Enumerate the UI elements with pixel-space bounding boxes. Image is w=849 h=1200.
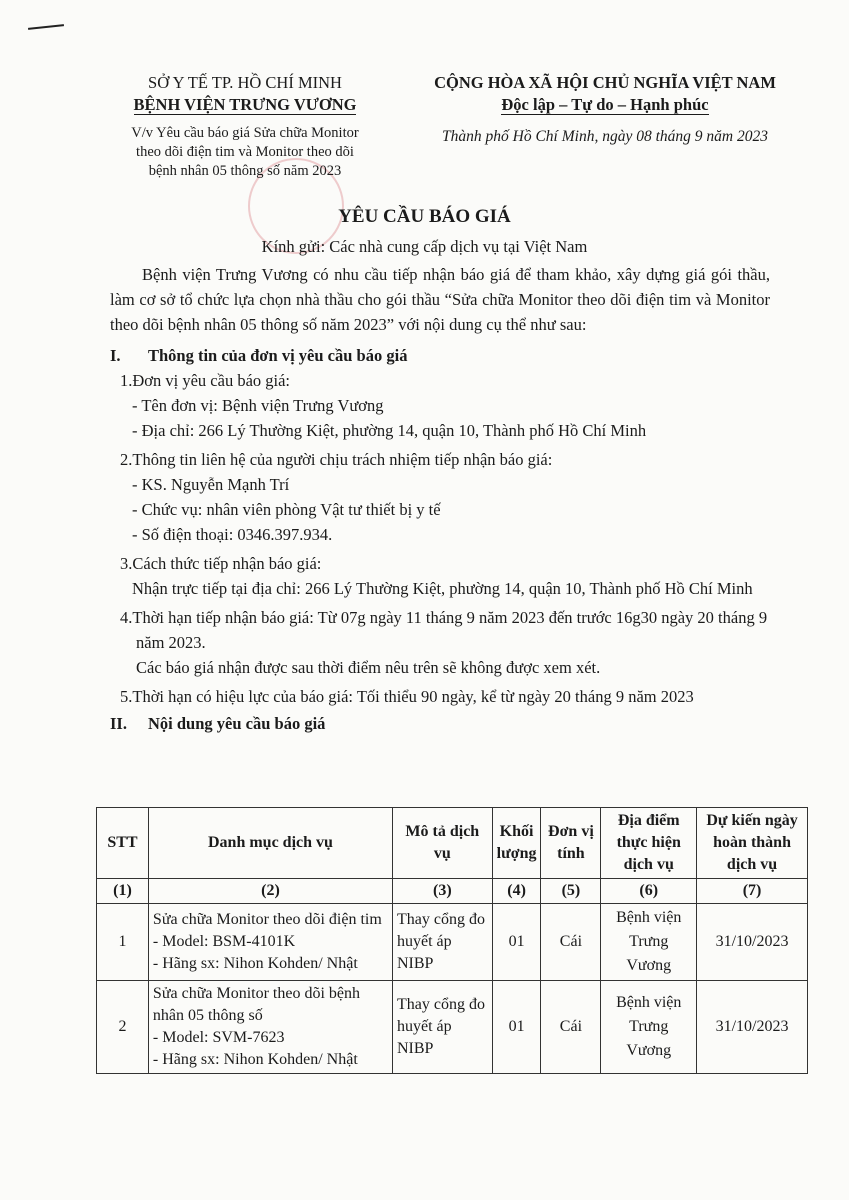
item-5-heading: 5.Thời hạn có hiệu lực của báo giá: Tối thiểu 90 ngày, kể từ ngày 20 tháng 9 năm 2023: [120, 687, 694, 706]
item-line: - Địa chỉ: 266 Lý Thường Kiệt, phường 14, quận 10, Thành phố Hồ Chí Minh: [132, 421, 647, 440]
national-header: [410, 72, 800, 146]
service-maker: - Hãng sx: Nihon Kohden/ Nhật: [152, 955, 358, 972]
agency-parent: SỞ Y TẾ TP. HỒ CHÍ MINH: [148, 73, 342, 92]
section-number: II.: [110, 714, 127, 733]
section-title: Nội dung yêu cầu báo giá: [148, 714, 326, 733]
row-quantity: 01: [492, 904, 541, 981]
row-unit: Cái: [541, 981, 601, 1074]
row-service: [148, 904, 392, 981]
item-3-heading: 3.Cách thức tiếp nhận báo giá:: [120, 554, 322, 573]
section-number: I.: [110, 346, 121, 365]
row-description: Thay cổng đo huyết áp NIBP: [392, 981, 492, 1074]
agency-header: [100, 72, 390, 181]
service-maker: - Hãng sx: Nihon Kohden/ Nhật: [152, 1051, 358, 1068]
item-line: Nhận trực tiếp tại địa chỉ: 266 Lý Thường Kiệt, phường 14, quận 10, Thành phố Hồ Chí Minh: [132, 579, 753, 598]
service-model: - Model: BSM-4101K: [152, 933, 296, 950]
section-1-heading: [110, 343, 770, 368]
document-body: [110, 262, 770, 736]
col-header: Khối lượng: [492, 808, 541, 879]
col-header: Danh mục dịch vụ: [148, 808, 392, 879]
item-1-heading: 1.Đơn vị yêu cầu báo giá:: [120, 371, 291, 390]
subject-line: theo dõi điện tim và Monitor theo dõi: [136, 144, 354, 160]
row-date: 31/10/2023: [697, 904, 808, 981]
greeting: Kính gửi: Các nhà cung cấp dịch vụ tại Việt Nam: [261, 237, 588, 256]
motto: Độc lập – Tự do – Hạnh phúc: [501, 95, 709, 114]
col-header: Đơn vị tính: [541, 808, 601, 879]
service-name: Sửa chữa Monitor theo dõi bệnh nhân 05 thông số: [152, 985, 361, 1024]
col-header: STT: [97, 808, 149, 879]
row-stt: 1: [97, 904, 149, 981]
section-title: Thông tin của đơn vị yêu cầu báo giá: [148, 346, 408, 365]
col-header: Mô tả dịch vụ: [392, 808, 492, 879]
subject-line: bệnh nhân 05 thông số năm 2023: [148, 163, 342, 179]
country-name: CỘNG HÒA XÃ HỘI CHỦ NGHĨA VIỆT NAM: [434, 73, 776, 92]
service-model: - Model: SVM-7623: [152, 1029, 285, 1046]
col-index: (5): [541, 879, 601, 904]
col-index: (4): [492, 879, 541, 904]
quote-table: [96, 807, 808, 1074]
section-2-heading: [110, 711, 770, 736]
item-4-heading: 4.Thời hạn tiếp nhận báo giá: Từ 07g ngày 11 tháng 9 năm 2023 đến trước 16g30 ngày 20 tháng 9 năm 2023.: [120, 608, 768, 652]
subject-line: V/v Yêu cầu báo giá Sửa chữa Monitor: [131, 125, 359, 141]
row-description: Thay cổng đo huyết áp NIBP: [392, 904, 492, 981]
col-index: (3): [392, 879, 492, 904]
table-row: [97, 981, 808, 1074]
row-stt: 2: [97, 981, 149, 1074]
col-index: (7): [697, 879, 808, 904]
item-line: - Tên đơn vị: Bệnh viện Trưng Vương: [132, 396, 384, 415]
pen-mark: [28, 24, 64, 30]
col-header: Địa điểm thực hiện dịch vụ: [601, 808, 697, 879]
row-service: [148, 981, 392, 1074]
table-row: [97, 904, 808, 981]
row-date: 31/10/2023: [697, 981, 808, 1074]
agency-name: BỆNH VIỆN TRƯNG VƯƠNG: [133, 95, 357, 114]
row-quantity: 01: [492, 981, 541, 1074]
item-line: Các báo giá nhận được sau thời điểm nêu trên sẽ không được xem xét.: [136, 658, 601, 677]
row-unit: Cái: [541, 904, 601, 981]
document-title: YÊU CẦU BÁO GIÁ: [338, 206, 511, 227]
col-header: Dự kiến ngày hoàn thành dịch vụ: [697, 808, 808, 879]
row-place: Bệnh viện Trưng Vương: [601, 904, 697, 981]
item-2-heading: 2.Thông tin liên hệ của người chịu trách nhiệm tiếp nhận báo giá:: [120, 450, 553, 469]
item-line: - Chức vụ: nhân viên phòng Vật tư thiết bị y tế: [132, 500, 441, 519]
item-line: - Số điện thoại: 0346.397.934.: [132, 525, 333, 544]
intro-paragraph: Bệnh viện Trưng Vương có nhu cầu tiếp nhận báo giá để tham khảo, xây dựng giá gói thầu, làm cơ sở tổ chức lựa chọn nhà thầu cho gói thầu “Sửa chữa Monitor theo dõi điện tim và Monitor theo dõi bệnh nhân 05 thông số năm 2023” với nội dung cụ thể như sau:: [110, 265, 770, 334]
subject-block: [100, 124, 390, 181]
row-place: Bệnh viện Trưng Vương: [601, 981, 697, 1074]
col-index: (6): [601, 879, 697, 904]
item-line: - KS. Nguyễn Mạnh Trí: [132, 475, 290, 494]
document-date: Thành phố Hồ Chí Minh, ngày 08 tháng 9 năm 2023: [442, 128, 768, 145]
col-index: (1): [97, 879, 149, 904]
col-index: (2): [148, 879, 392, 904]
service-name: Sửa chữa Monitor theo dõi điện tim: [152, 911, 382, 928]
